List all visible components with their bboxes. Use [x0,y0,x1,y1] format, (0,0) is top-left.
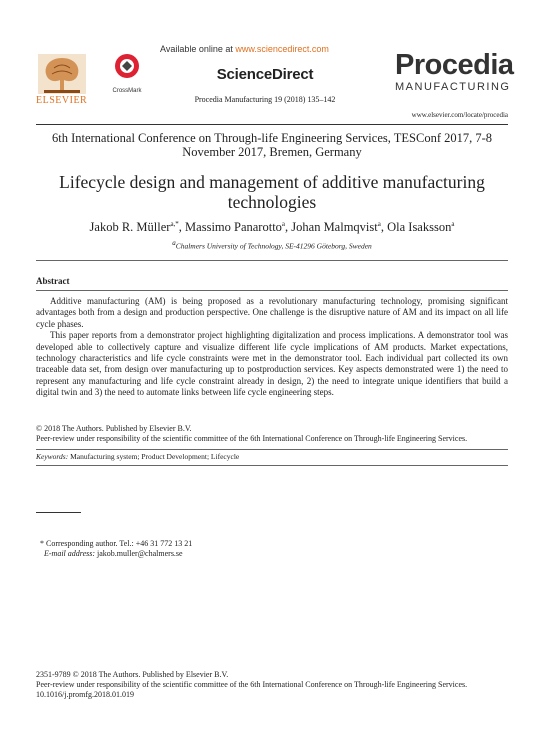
abstract-body [36,296,508,399]
copyright-block [36,424,508,444]
elsevier-wordmark: ELSEVIER [36,95,88,106]
abstract-heading: Abstract [36,276,70,286]
issn-line: 2351-9789 © 2018 The Authors. Published by Elsevier B.V. [36,670,229,679]
journal-citation: Procedia Manufacturing 19 (2018) 135–142 [194,95,336,104]
author-affiliation-mark: a,* [170,220,179,228]
email-line [40,549,340,559]
author-name: Jakob R. Müller [89,220,171,235]
procedia-logo-subtitle: MANUFACTURING [395,81,511,93]
bottom-publication-info [36,670,508,700]
author-affiliation-mark: a [281,220,286,228]
corresponding-author-line: * Corresponding author. Tel.: +46 31 772 13 21 [40,539,193,548]
paper-title: Lifecycle design and management of additive manufacturing technologies [59,172,485,212]
bottom-peer-review: Peer-review under responsibility of the scientific committee of the 6th International Conference on Through-life Engineering Services. [36,680,468,689]
author-name: Johan Malmqvist [291,220,378,235]
keywords-bottom-rule [36,465,508,466]
affiliation-mark: a [172,239,176,247]
footnote-rule [36,512,81,513]
procedia-logo-title: Procedia [395,49,514,81]
affiliation-text: Chalmers University of Technology, SE-41296 Göteborg, Sweden [175,241,372,251]
keywords-text: Manufacturing system; Product Development; Lifecycle [70,452,240,461]
email-label: E-mail address: [44,549,96,558]
journal-url-link[interactable]: www.elsevier.com/locate/procedia [411,111,508,119]
abstract-top-rule [36,260,508,261]
keywords-label: Keywords: [36,452,69,461]
email-address[interactable]: jakob.muller@chalmers.se [97,549,183,558]
conference-name: 6th International Conference on Through-life Engineering Services, TESConf 2017, 7-8 November 2017, Bremen, Germany [51,131,493,159]
affiliation [36,239,508,251]
copyright-notice: © 2018 The Authors. Published by Elsevier B.V. [36,424,192,433]
author-name: Ola Isaksson [387,220,452,235]
crossmark-icon[interactable] [112,52,142,98]
author-separator: , [178,220,186,235]
peer-review-notice: Peer-review under responsibility of the scientific committee of the 6th International Conference on Through-life Engineering Services. [36,434,468,443]
author-affiliation-mark: a [451,220,455,228]
available-online-prefix: Available online at [160,44,236,54]
doi-link[interactable]: 10.1016/j.promfg.2018.01.019 [36,690,134,699]
keywords-top-rule [36,449,508,450]
abstract-paragraph: This paper reports from a demonstrator project highlighting digitalization and process implications. A demonstrator tool was developed able to collectively capture and visualize different life cycle implications of AM products. Market expectations, technology characteristics and life cycle constraints were met in the demonstrator tool. Each individual part collected its own traceable data set, from design over manufacturing up to postproduction services. Key aspects demonstrated were 1) the need to represent any manufacturing and life cycle constraint already in design, 2) the need to integrate unique identifiers that build a digital twin and 3) the need to automate links between life cycle engineering steps. [36,330,508,398]
sciencedirect-title: ScienceDirect [216,66,314,83]
sciencedirect-link[interactable]: www.sciencedirect.com [235,44,329,54]
header-divider [36,124,508,125]
author-separator: , [380,220,388,235]
author-separator: , [285,220,292,235]
keywords [36,452,508,461]
available-online-line [160,44,390,54]
author-affiliation-mark: a [377,220,381,228]
corresponding-author-footnote [40,539,340,559]
procedia-manufacturing-logo [395,49,514,99]
crossmark-label: CrossMark [112,88,142,94]
elsevier-tree-logo [36,52,88,96]
abstract-paragraph: Additive manufacturing (AM) is being proposed as a revolutionary manufacturing technology, promising significant advantages both from a design and production perspective. One challenge is the disruptive nature of AM and its impact on all life cycle phases. [36,296,508,329]
author-list [36,220,508,235]
abstract-heading-rule [36,290,508,291]
author-name: Massimo Panarotto [185,220,282,235]
